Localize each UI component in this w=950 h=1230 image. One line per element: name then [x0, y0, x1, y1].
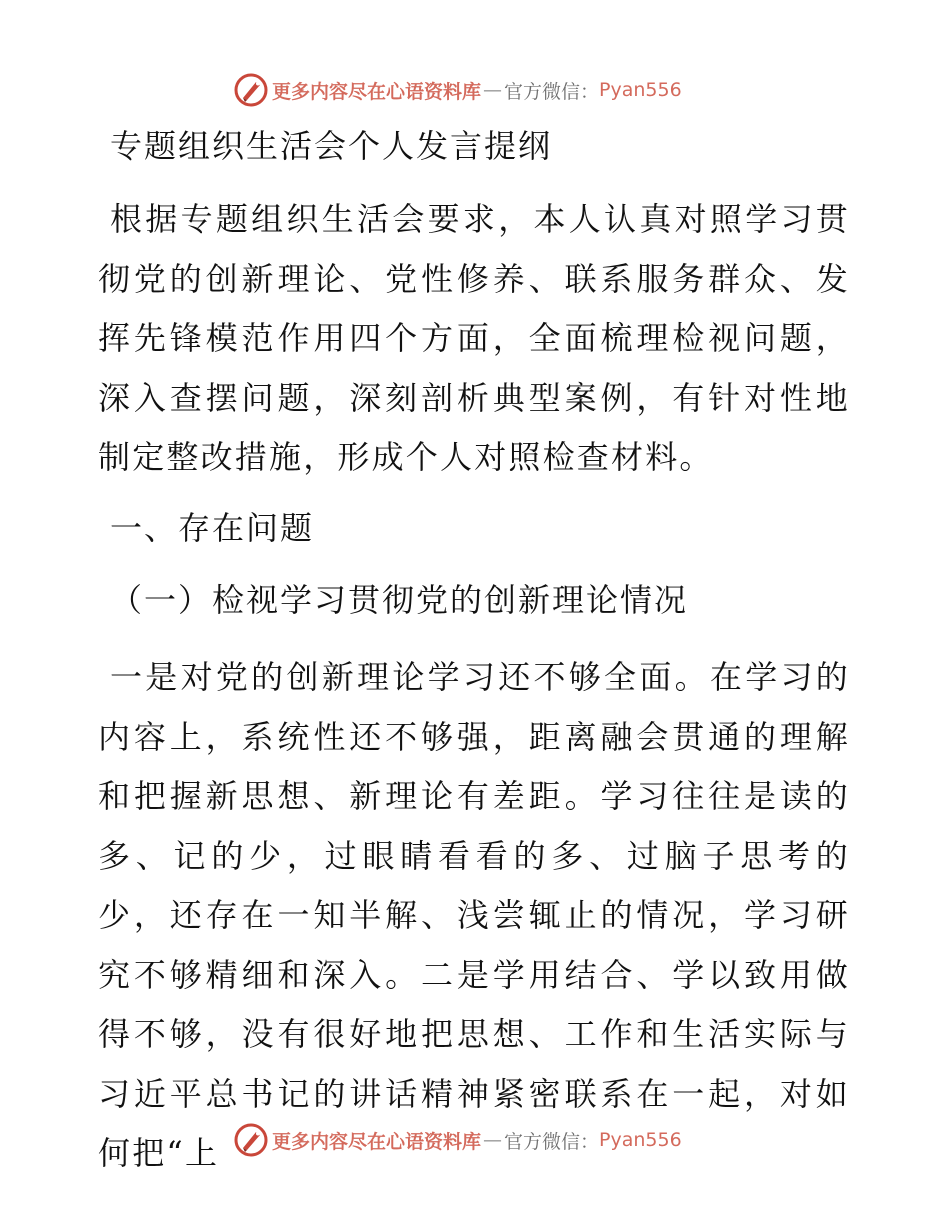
watermark-text: 更多内容尽在心语资料库: [272, 80, 482, 103]
section-heading-problems: 一、存在问题: [110, 509, 315, 547]
watermark-text: 更多内容尽在心语资料库: [272, 1130, 482, 1153]
watermark-wechat-id: Pyan556: [599, 1129, 682, 1151]
subsection-heading-theory: （一）检视学习贯彻党的创新理论情况: [110, 581, 689, 619]
watermark-footer: [234, 1120, 682, 1160]
watermark-dash: —: [483, 1129, 503, 1151]
watermark-wechat-label: 官方微信：: [504, 1130, 600, 1153]
watermark-header: [234, 70, 682, 110]
document-title: 专题组织生活会个人发言提纲: [110, 127, 553, 165]
watermark-wechat-label: 官方微信：: [504, 80, 600, 103]
quill-pen-logo-icon: [234, 1123, 268, 1157]
body-paragraph: 一是对党的创新理论学习还不够全面。在学习的内容上，系统性还不够强，距离融会贯通的理解和把握新思想、新理论有差距。学习往往是读的多、记的少，过眼睛看看的多、过脑子思考的少，还存在一知半解、浅尝辄止的情况，学习研究不够精细和深入。二是学用结合、学以致用做得不够，没有很好地把思想、工作和生活实际与习近平总书记的讲话精神紧密联系在一起，对如何把“上: [98, 658, 850, 1172]
watermark-wechat-id: Pyan556: [599, 79, 682, 101]
intro-paragraph: 根据专题组织生活会要求，本人认真对照学习贯彻党的创新理论、党性修养、联系服务群众、发挥先锋模范作用四个方面，全面梳理检视问题，深入查摆问题，深刻剖析典型案例，有针对性地制定整改措施，形成个人对照检查材料。: [98, 200, 850, 476]
quill-pen-logo-icon: [234, 73, 268, 107]
watermark-dash: —: [483, 79, 503, 101]
